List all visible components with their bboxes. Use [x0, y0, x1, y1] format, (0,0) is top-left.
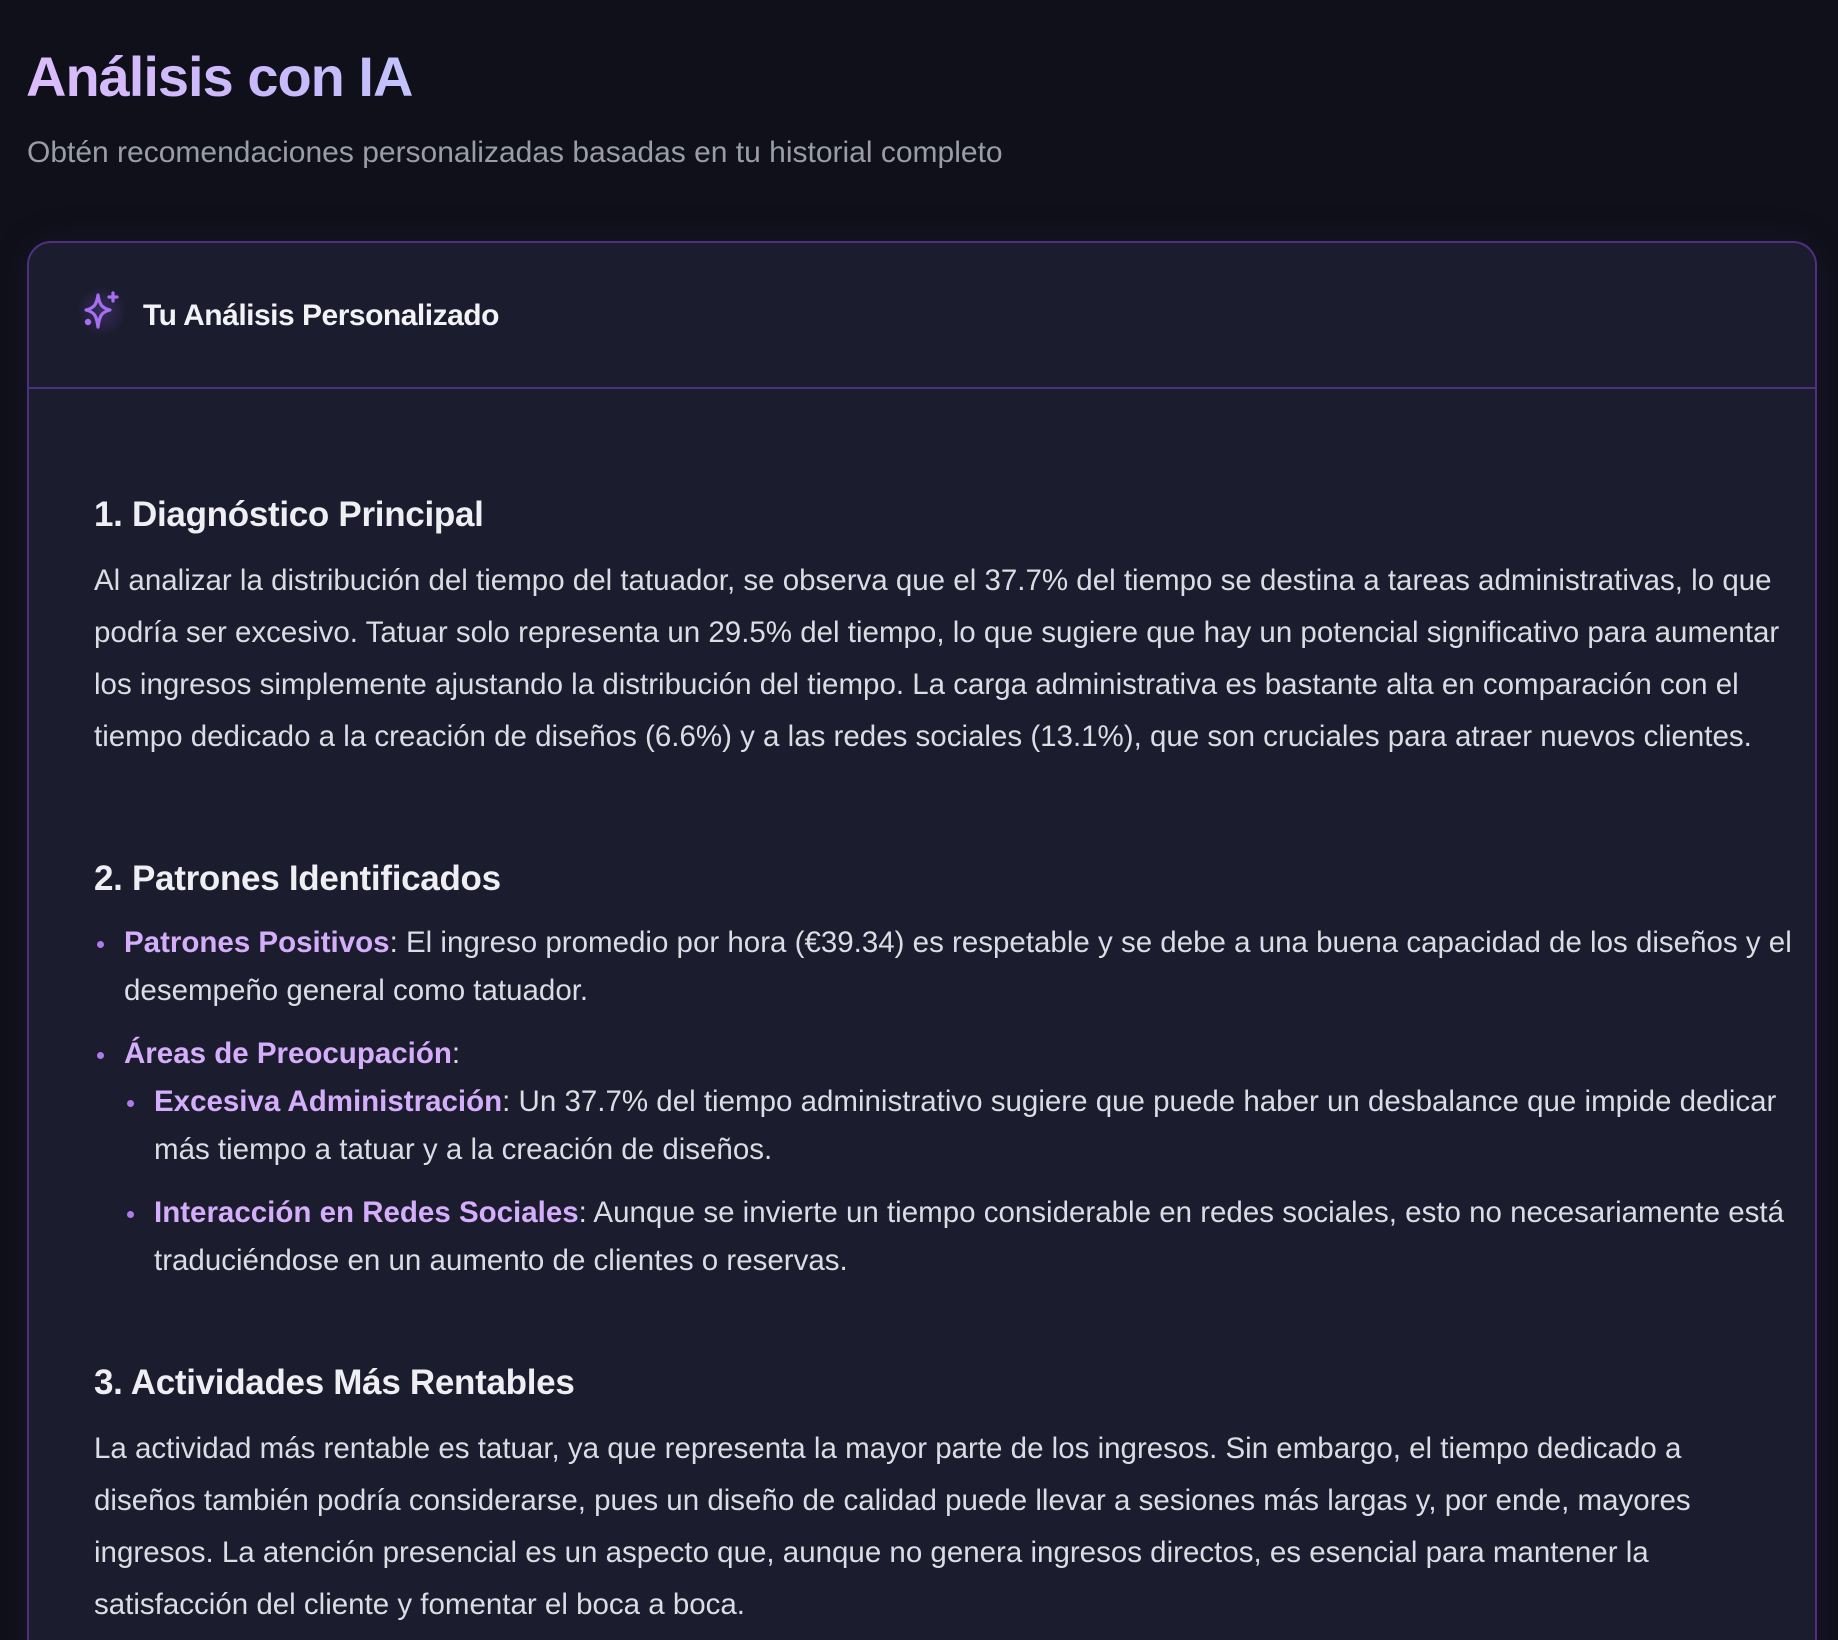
item-text: : [451, 1037, 461, 1070]
page-title: Análisis con IA [26, 42, 412, 112]
list-item-redes-sociales [124, 1189, 1794, 1285]
analysis-card [27, 241, 1817, 1640]
section-paragraph-diagnostico: Al analizar la distribución del tiempo del tatuador, se observa que el 37.7% del tiempo se destina a tareas administrativas, lo que podría ser excesivo. Tatuar solo representa un 29.5% del tiempo, lo que sugiere que hay un potencial significativo para aumentar los ingresos simplemente ajustando la distribución del tiempo. La carga administrativa es bastante alta en comparación con el tiempo dedicado a la creación de diseños (6.6%) y a las redes sociales (13.1%), que son cruciales para atraer nuevos clientes. [94, 564, 1780, 753]
item-label: Interacción en Redes Sociales [154, 1196, 579, 1229]
section-heading-patrones: 2. Patrones Identificados [94, 859, 501, 898]
page-subtitle: Obtén recomendaciones personalizadas basadas en tu historial completo [27, 136, 1003, 169]
item-text: : El ingreso promedio por hora (€39.34) es respetable y se debe a una buena capacidad de los diseños y el desempeño general como tatuador. [124, 926, 1792, 1007]
section-paragraph-actividades: La actividad más rentable es tatuar, ya que representa la mayor parte de los ingresos. Sin embargo, el tiempo dedicado a diseños también podría considerarse, pues un diseño de calidad puede llevar a sesiones más largas y, por ende, mayores ingresos. La atención presencial es un aspecto que, aunque no genera ingresos directos, es esencial para mantener la satisfacción del cliente y fomentar el boca a boca. [94, 1432, 1691, 1621]
section-heading-diagnostico: 1. Diagnóstico Principal [94, 495, 484, 534]
item-label: Patrones Positivos [124, 926, 390, 959]
card-title: Tu Análisis Personalizado [143, 299, 499, 332]
list-item-excesiva-administracion [124, 1078, 1794, 1174]
item-text: : Un 37.7% del tiempo administrativo sugiere que puede haber un desbalance que impide dedicar más tiempo a tatuar y a la creación de diseños. [154, 1085, 1777, 1166]
item-label: Áreas de Preocupación [124, 1037, 452, 1070]
item-text: : Aunque se invierte un tiempo considerable en redes sociales, esto no necesariamente está traduciéndose en un aumento de clientes o reservas. [154, 1196, 1784, 1277]
section-heading-actividades: 3. Actividades Más Rentables [94, 1363, 575, 1402]
card-header [29, 243, 1815, 389]
sparkles-icon [77, 286, 127, 336]
item-label: Excesiva Administración [154, 1085, 503, 1118]
list-item-areas-preocupacion [94, 1030, 1794, 1078]
patterns-list [94, 919, 1794, 1285]
list-item-patrones-positivos [94, 919, 1794, 1015]
